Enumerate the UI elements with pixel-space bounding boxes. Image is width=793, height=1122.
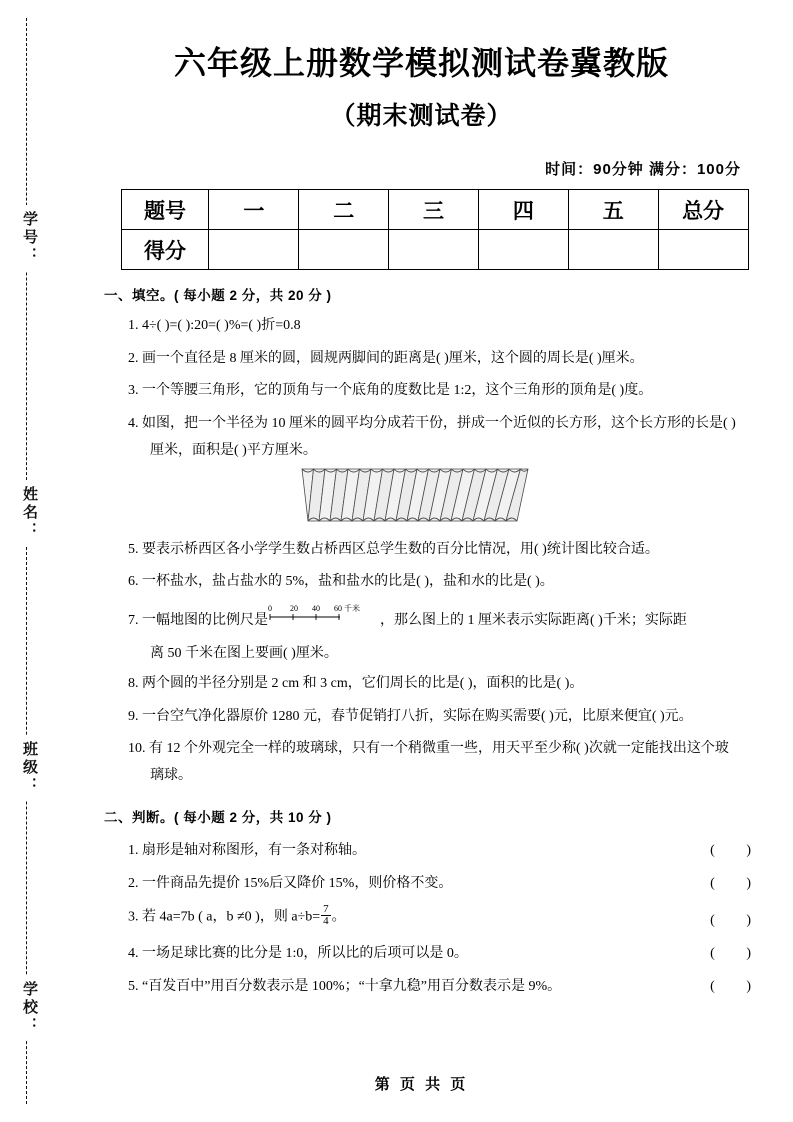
question-1-7-suffix: ，那么图上的 1 厘米表示实际距离( )千米；实际距	[380, 613, 687, 629]
page-subtitle: （期末测试卷）	[330, 102, 513, 130]
judge-answer-4[interactable]: ( )	[710, 945, 765, 961]
section-1-heading: 一、填空。( 每小题 2 分，共 20 分 )	[104, 288, 332, 303]
judge-answer-5[interactable]: ( )	[710, 978, 765, 994]
score-table-header-2: 二	[299, 190, 389, 230]
score-table	[121, 189, 749, 270]
question-1-10: 10. 有 12 个外观完全一样的玻璃球，只有一个稍微重一些，用天平至少称( )次就一定能找出这个玻	[128, 741, 729, 757]
score-table-header-5: 五	[568, 190, 658, 230]
question-1-9: 9. 一台空气净化器原价 1280 元，春节促销打八折，实际在购买需要( )元，比原来便宜( )元。	[128, 708, 693, 724]
left-margin-strip	[0, 0, 76, 1122]
scale-tick-40: 40	[312, 604, 320, 614]
score-cell-4[interactable]	[478, 230, 568, 270]
score-table-header-4: 四	[478, 190, 568, 230]
question-1-4-continued: 厘米，面积是( )平方厘米。	[150, 442, 317, 458]
judge-question-1	[128, 839, 793, 859]
judge-question-2	[128, 872, 793, 892]
score-cell-2[interactable]	[299, 230, 389, 270]
scale-tick-20: 20	[290, 604, 298, 614]
question-1-3: 3. 一个等腰三角形，它的顶角与一个底角的度数比是 1:2，这个三角形的顶角是( )度。	[128, 383, 653, 399]
score-table-header-3: 三	[389, 190, 479, 230]
sector-strip-diagram	[300, 467, 530, 523]
question-1-10-continued: 璃球。	[150, 767, 192, 783]
judge-question-4-text: 4. 一场足球比赛的比分是 1:0，所以比的后项可以是 0。	[128, 945, 468, 961]
score-cell-total[interactable]	[658, 230, 748, 270]
question-1-6: 6. 一杯盐水，盐占盐水的 5%，盐和盐水的比是( )，盐和水的比是( )。	[128, 574, 554, 590]
scale-tick-0: 0	[268, 604, 272, 614]
judge-answer-3[interactable]: ( )	[710, 912, 765, 928]
map-scale-bar	[268, 602, 380, 636]
fraction-seven-fourths	[321, 904, 331, 928]
page-footer: 第 页 共 页	[374, 1076, 469, 1093]
school-label: 学校：	[14, 975, 40, 1041]
judge-question-3-prefix: 3. 若 4a=7b ( a，b ≠0 )，则 a÷b=	[128, 909, 321, 925]
exam-meta-info: 时间：90分钟 满分：100分	[545, 161, 741, 178]
score-cell-3[interactable]	[389, 230, 479, 270]
judge-question-4	[128, 942, 793, 962]
student-name-label: 姓名：	[14, 480, 40, 546]
scale-tick-60: 60 千米	[334, 604, 360, 614]
class-label: 班级：	[14, 735, 40, 801]
judge-question-1-text: 1. 扇形是轴对称图形，有一条对称轴。	[128, 842, 366, 858]
question-1-8: 8. 两个圆的半径分别是 2 cm 和 3 cm，它们周长的比是( )，面积的比是( )。	[128, 675, 584, 691]
judge-question-3-text	[128, 902, 346, 929]
score-row-label: 得分	[121, 230, 209, 270]
page-title: 六年级上册数学模拟测试卷冀教版	[173, 45, 669, 81]
table-row	[121, 230, 748, 270]
score-cell-1[interactable]	[209, 230, 299, 270]
question-1-4: 4. 如图，把一个半径为 10 厘米的圆平均分成若干份，拼成一个近似的长方形，这个长方形的长是( )	[128, 416, 736, 432]
judge-question-3	[128, 902, 793, 929]
question-1-7-continued: 离 50 千米在图上要画( )厘米。	[150, 645, 338, 661]
fraction-denominator: 4	[323, 915, 329, 928]
judge-question-5-text: 5. “百发百中”用百分数表示是 100%；“十拿九稳”用百分数表示是 9%。	[128, 978, 562, 994]
dashed-cut-line	[26, 18, 27, 1104]
fraction-numerator: 7	[323, 902, 329, 915]
question-1-1: 1. 4÷( )=( ):20=( )%=( )折=0.8	[128, 318, 301, 333]
judge-question-3-suffix: 。	[331, 909, 346, 925]
question-1-7-prefix: 7. 一幅地图的比例尺是	[128, 613, 268, 629]
student-id-label: 学号：	[14, 205, 40, 271]
judge-question-5	[128, 975, 793, 995]
question-1-5: 5. 要表示桥西区各小学学生数占桥西区总学生数的百分比情况，用( )统计图比较合适。	[128, 541, 659, 557]
score-table-header-total: 总分	[658, 190, 748, 230]
exam-paper	[76, 0, 793, 1122]
judge-answer-1[interactable]: ( )	[710, 842, 765, 858]
score-table-header-label: 题号	[121, 190, 209, 230]
judge-question-2-text: 2. 一件商品先提价 15%后又降价 15%，则价格不变。	[128, 875, 453, 891]
judge-answer-2[interactable]: ( )	[710, 875, 765, 891]
scale-bar-graphic	[268, 602, 380, 628]
score-table-header-1: 一	[209, 190, 299, 230]
table-row	[121, 190, 748, 230]
score-cell-5[interactable]	[568, 230, 658, 270]
circle-to-rectangle-figure	[76, 467, 793, 528]
section-2-heading: 二、判断。( 每小题 2 分，共 10 分 )	[104, 809, 332, 825]
question-1-2: 2. 画一个直径是 8 厘米的圆，圆规两脚间的距离是( )厘米，这个圆的周长是( )厘米。	[128, 350, 644, 366]
question-1-7	[128, 604, 793, 638]
